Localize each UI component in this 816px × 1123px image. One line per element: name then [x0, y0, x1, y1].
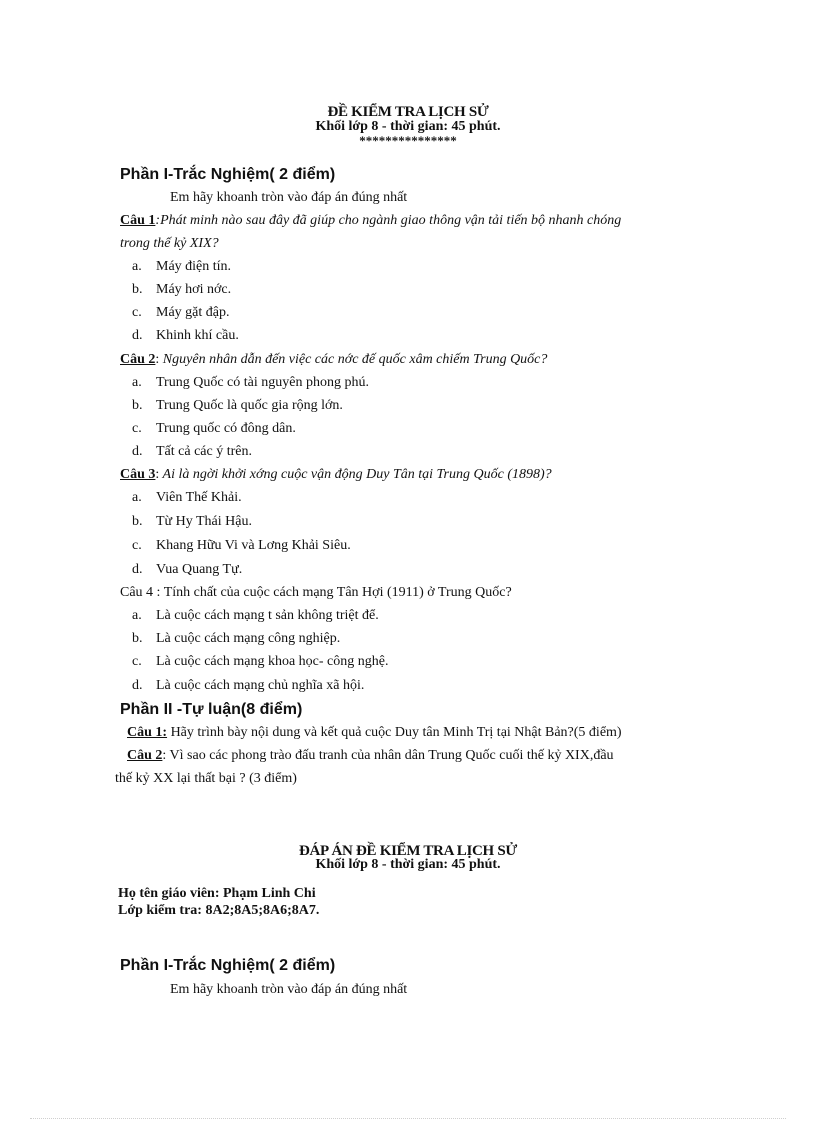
question-1-label: Câu 1	[120, 213, 156, 228]
question-4-option-b: b. Là cuộc cách mạng công nghiệp.	[132, 631, 341, 646]
question-4-option-c: c. Là cuộc cách mạng khoa học- công nghệ.	[132, 654, 389, 669]
essay-question-2-label: Câu 2	[127, 748, 163, 763]
question-3-option-b: b. Từ Hy Thái Hậu.	[132, 514, 252, 529]
question-3-option-d: d. Vua Quang Tự.	[132, 562, 243, 577]
question-1-option-d: d. Khinh khí cầu.	[132, 328, 239, 343]
question-1	[120, 213, 621, 229]
question-3-option-a: a. Viên Thế Khải.	[132, 490, 242, 505]
exam-title: ĐỀ KIỂM TRA LỊCH SỬ	[327, 104, 489, 120]
question-3-label: Câu 3	[120, 467, 156, 482]
question-4-option-a: a. Là cuộc cách mạng t sản không triệt để.	[132, 608, 379, 623]
question-1-sep: :	[155, 213, 161, 228]
essay-question-2-text: : Vì sao các phong trào đấu tranh của nhân dân Trung Quốc cuối thế kỷ XIX,đầu	[162, 748, 614, 763]
question-4: Câu 4 : Tính chất của cuộc cách mạng Tân Hợi (1911) ở Trung Quốc?	[120, 585, 512, 600]
question-1-option-b: b. Máy hơi nớc.	[132, 282, 232, 297]
question-2-label: Câu 2	[120, 352, 156, 367]
part1-heading: Phần I-Trắc Nghiệm( 2 điểm)	[120, 166, 336, 183]
essay-question-2	[127, 748, 614, 764]
essay-question-2-cont: thế kỷ XX lại thất bại ? (3 điểm)	[115, 771, 297, 786]
question-3-option-c: c. Khang Hữu Vi và Lơng Khải Siêu.	[132, 538, 351, 553]
question-2-option-b: b. Trung Quốc là quốc gia rộng lớn.	[132, 398, 343, 413]
question-4-option-d: d. Là cuộc cách mạng chủ nghĩa xã hội.	[132, 678, 365, 693]
answer-key-subtitle: Khối lớp 8 - thời gian: 45 phút.	[315, 857, 501, 872]
question-1-text: Phát minh nào sau đây đã giúp cho ngành giao thông vận tải tiến bộ nhanh chóng	[160, 213, 622, 228]
question-2	[120, 352, 547, 368]
question-1-text-cont: trong thế kỷ XIX?	[120, 236, 219, 251]
essay-question-1-text: Hãy trình bày nội dung và kết quả cuộc Duy tân Minh Trị tại Nhật Bản?(5 điểm)	[167, 725, 622, 740]
part2-heading: Phần II -Tự luận(8 điểm)	[120, 701, 303, 718]
question-3-sep: :	[155, 467, 160, 482]
question-2-text: Nguyên nhân dẫn đến việc các nớc đế quốc xâm chiếm Trung Quốc?	[159, 352, 548, 367]
question-3	[120, 467, 552, 483]
exam-subtitle: Khối lớp 8 - thời gian: 45 phút.	[315, 119, 501, 134]
part1-instruction: Em hãy khoanh tròn vào đáp án đúng nhất	[170, 190, 408, 205]
answer-key-instruction: Em hãy khoanh tròn vào đáp án đúng nhất	[170, 982, 408, 997]
teacher-name: Họ tên giáo viên: Phạm Linh Chi	[118, 886, 316, 901]
question-2-option-d: d. Tất cả các ý trên.	[132, 444, 252, 459]
question-1-option-a: a. Máy điện tín.	[132, 259, 232, 274]
essay-question-1	[127, 725, 622, 741]
answer-key-title: ĐÁP ÁN ĐỀ KIỂM TRA LỊCH SỬ	[298, 843, 518, 859]
page-bottom-divider	[30, 1118, 786, 1119]
question-2-option-a: a. Trung Quốc có tài nguyên phong phú.	[132, 375, 369, 390]
essay-question-1-label: Câu 1:	[127, 725, 168, 740]
title-stars: ***************	[359, 133, 457, 148]
answer-key-part1-heading: Phần I-Trắc Nghiệm( 2 điểm)	[120, 957, 336, 974]
question-2-option-c: c. Trung quốc có đông dân.	[132, 421, 296, 436]
question-3-text: Ai là ngời khởi xớng cuộc vận động Duy Tân tại Trung Quốc (1898)?	[159, 467, 552, 482]
tested-classes: Lớp kiểm tra: 8A2;8A5;8A6;8A7.	[118, 903, 320, 918]
question-1-option-c: c. Máy gặt đập.	[132, 305, 230, 320]
question-2-sep: :	[155, 352, 160, 367]
